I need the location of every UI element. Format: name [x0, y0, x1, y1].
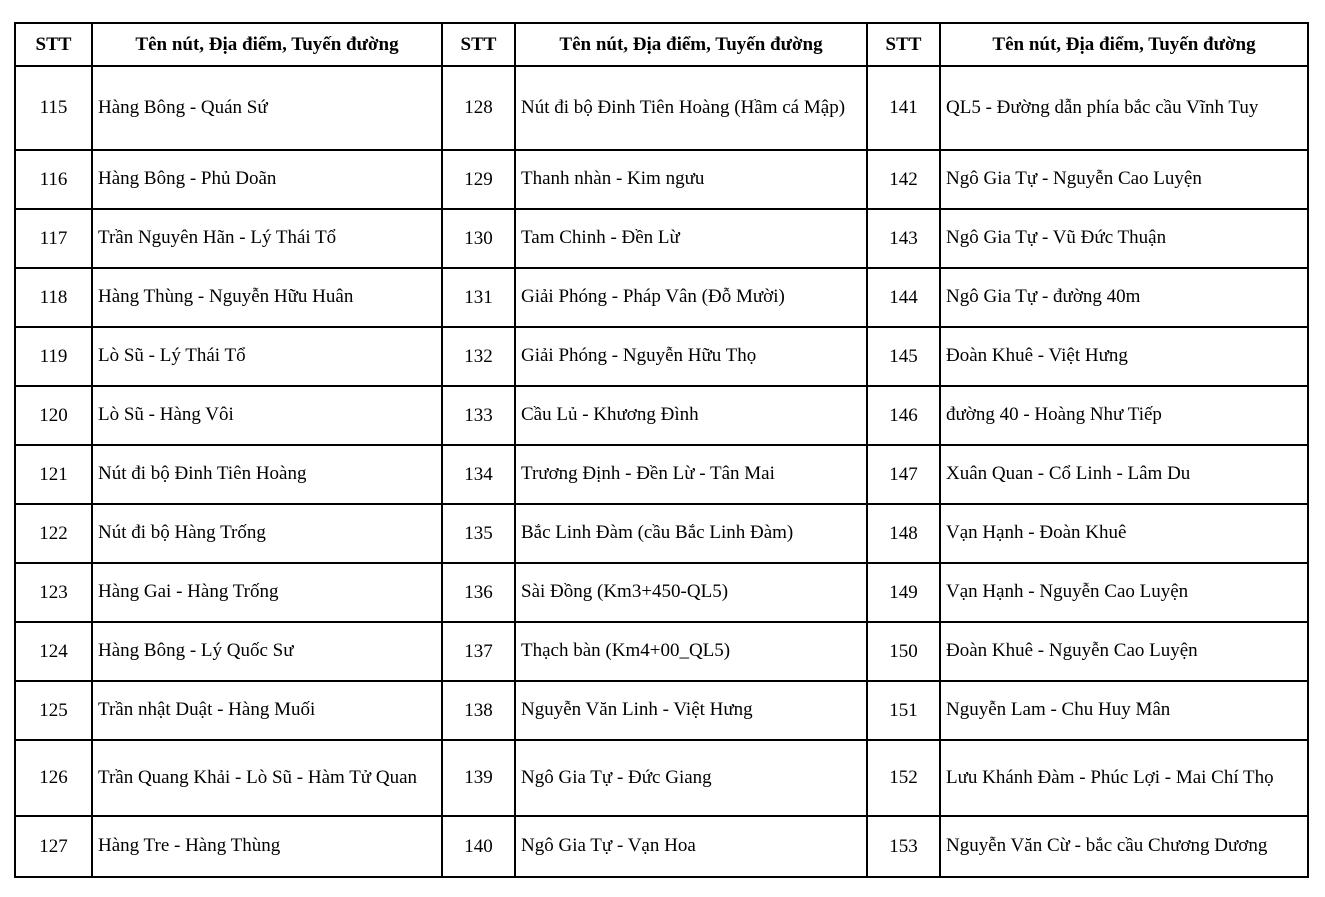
table-row [15, 66, 1308, 150]
stt-cell: 136 [442, 563, 515, 622]
stt-cell: 129 [442, 150, 515, 209]
name-cell: Nguyễn Văn Cừ - bắc cầu Chương Dương [940, 816, 1308, 877]
name-cell: Nút đi bộ Đinh Tiên Hoàng [92, 445, 442, 504]
name-cell: Lưu Khánh Đàm - Phúc Lợi - Mai Chí Thọ [940, 740, 1308, 816]
table-row [15, 386, 1308, 445]
intersection-table [14, 22, 1309, 878]
stt-cell: 130 [442, 209, 515, 268]
name-cell: Đoàn Khuê - Nguyễn Cao Luyện [940, 622, 1308, 681]
stt-cell: 150 [867, 622, 940, 681]
name-cell: Ngô Gia Tự - đường 40m [940, 268, 1308, 327]
name-cell: Ngô Gia Tự - Vũ Đức Thuận [940, 209, 1308, 268]
name-cell: Hàng Tre - Hàng Thùng [92, 816, 442, 877]
name-cell: Nguyễn Văn Linh - Việt Hưng [515, 681, 867, 740]
table-row [15, 681, 1308, 740]
stt-cell: 131 [442, 268, 515, 327]
stt-cell: 151 [867, 681, 940, 740]
stt-cell: 123 [15, 563, 92, 622]
table-row [15, 816, 1308, 877]
stt-cell: 152 [867, 740, 940, 816]
table-row [15, 563, 1308, 622]
name-cell: Nút đi bộ Hàng Trống [92, 504, 442, 563]
stt-cell: 127 [15, 816, 92, 877]
name-cell: đường 40 - Hoàng Như Tiếp [940, 386, 1308, 445]
name-cell: Hàng Gai - Hàng Trống [92, 563, 442, 622]
name-cell: Tam Chinh - Đền Lừ [515, 209, 867, 268]
stt-cell: 145 [867, 327, 940, 386]
table-row [15, 445, 1308, 504]
table-row [15, 622, 1308, 681]
table-row [15, 150, 1308, 209]
name-cell: Vạn Hạnh - Nguyễn Cao Luyện [940, 563, 1308, 622]
stt-cell: 153 [867, 816, 940, 877]
stt-cell: 116 [15, 150, 92, 209]
header-stt-1: STT [15, 23, 92, 66]
stt-cell: 141 [867, 66, 940, 150]
name-cell: Thạch bàn (Km4+00_QL5) [515, 622, 867, 681]
stt-cell: 146 [867, 386, 940, 445]
table-body [15, 66, 1308, 877]
name-cell: Ngô Gia Tự - Đức Giang [515, 740, 867, 816]
table-row [15, 327, 1308, 386]
name-cell: Ngô Gia Tự - Vạn Hoa [515, 816, 867, 877]
name-cell: Vạn Hạnh - Đoàn Khuê [940, 504, 1308, 563]
stt-cell: 132 [442, 327, 515, 386]
stt-cell: 118 [15, 268, 92, 327]
table-row [15, 740, 1308, 816]
name-cell: Xuân Quan - Cổ Linh - Lâm Du [940, 445, 1308, 504]
stt-cell: 120 [15, 386, 92, 445]
stt-cell: 133 [442, 386, 515, 445]
header-stt-3: STT [867, 23, 940, 66]
name-cell: Lò Sũ - Hàng Vôi [92, 386, 442, 445]
name-cell: Cầu Lủ - Khương Đình [515, 386, 867, 445]
name-cell: Trần Nguyên Hãn - Lý Thái Tổ [92, 209, 442, 268]
table-row [15, 268, 1308, 327]
header-name-2: Tên nút, Địa điểm, Tuyến đường [515, 23, 867, 66]
name-cell: Nguyễn Lam - Chu Huy Mân [940, 681, 1308, 740]
stt-cell: 147 [867, 445, 940, 504]
stt-cell: 119 [15, 327, 92, 386]
stt-cell: 149 [867, 563, 940, 622]
header-name-3: Tên nút, Địa điểm, Tuyến đường [940, 23, 1308, 66]
stt-cell: 142 [867, 150, 940, 209]
stt-cell: 144 [867, 268, 940, 327]
stt-cell: 122 [15, 504, 92, 563]
stt-cell: 125 [15, 681, 92, 740]
name-cell: Bắc Linh Đàm (cầu Bắc Linh Đàm) [515, 504, 867, 563]
stt-cell: 134 [442, 445, 515, 504]
name-cell: Hàng Bông - Lý Quốc Sư [92, 622, 442, 681]
name-cell: Hàng Bông - Phủ Doãn [92, 150, 442, 209]
stt-cell: 137 [442, 622, 515, 681]
stt-cell: 139 [442, 740, 515, 816]
name-cell: Thanh nhàn - Kim ngưu [515, 150, 867, 209]
name-cell: QL5 - Đường dẫn phía bắc cầu Vĩnh Tuy [940, 66, 1308, 150]
stt-cell: 148 [867, 504, 940, 563]
stt-cell: 140 [442, 816, 515, 877]
stt-cell: 121 [15, 445, 92, 504]
stt-cell: 124 [15, 622, 92, 681]
name-cell: Hàng Thùng - Nguyễn Hữu Huân [92, 268, 442, 327]
name-cell: Lò Sũ - Lý Thái Tổ [92, 327, 442, 386]
name-cell: Giải Phóng - Pháp Vân (Đỗ Mười) [515, 268, 867, 327]
name-cell: Nút đi bộ Đinh Tiên Hoàng (Hầm cá Mập) [515, 66, 867, 150]
name-cell: Trương Định - Đền Lừ - Tân Mai [515, 445, 867, 504]
stt-cell: 115 [15, 66, 92, 150]
stt-cell: 143 [867, 209, 940, 268]
table-row [15, 504, 1308, 563]
stt-cell: 126 [15, 740, 92, 816]
stt-cell: 138 [442, 681, 515, 740]
stt-cell: 117 [15, 209, 92, 268]
name-cell: Sài Đồng (Km3+450-QL5) [515, 563, 867, 622]
header-stt-2: STT [442, 23, 515, 66]
name-cell: Đoàn Khuê - Việt Hưng [940, 327, 1308, 386]
name-cell: Hàng Bông - Quán Sứ [92, 66, 442, 150]
stt-cell: 135 [442, 504, 515, 563]
table-row [15, 209, 1308, 268]
name-cell: Trần Quang Khải - Lò Sũ - Hàm Tử Quan [92, 740, 442, 816]
name-cell: Giải Phóng - Nguyễn Hữu Thọ [515, 327, 867, 386]
stt-cell: 128 [442, 66, 515, 150]
name-cell: Ngô Gia Tự - Nguyễn Cao Luyện [940, 150, 1308, 209]
header-row [15, 23, 1308, 66]
name-cell: Trần nhật Duật - Hàng Muối [92, 681, 442, 740]
header-name-1: Tên nút, Địa điểm, Tuyến đường [92, 23, 442, 66]
